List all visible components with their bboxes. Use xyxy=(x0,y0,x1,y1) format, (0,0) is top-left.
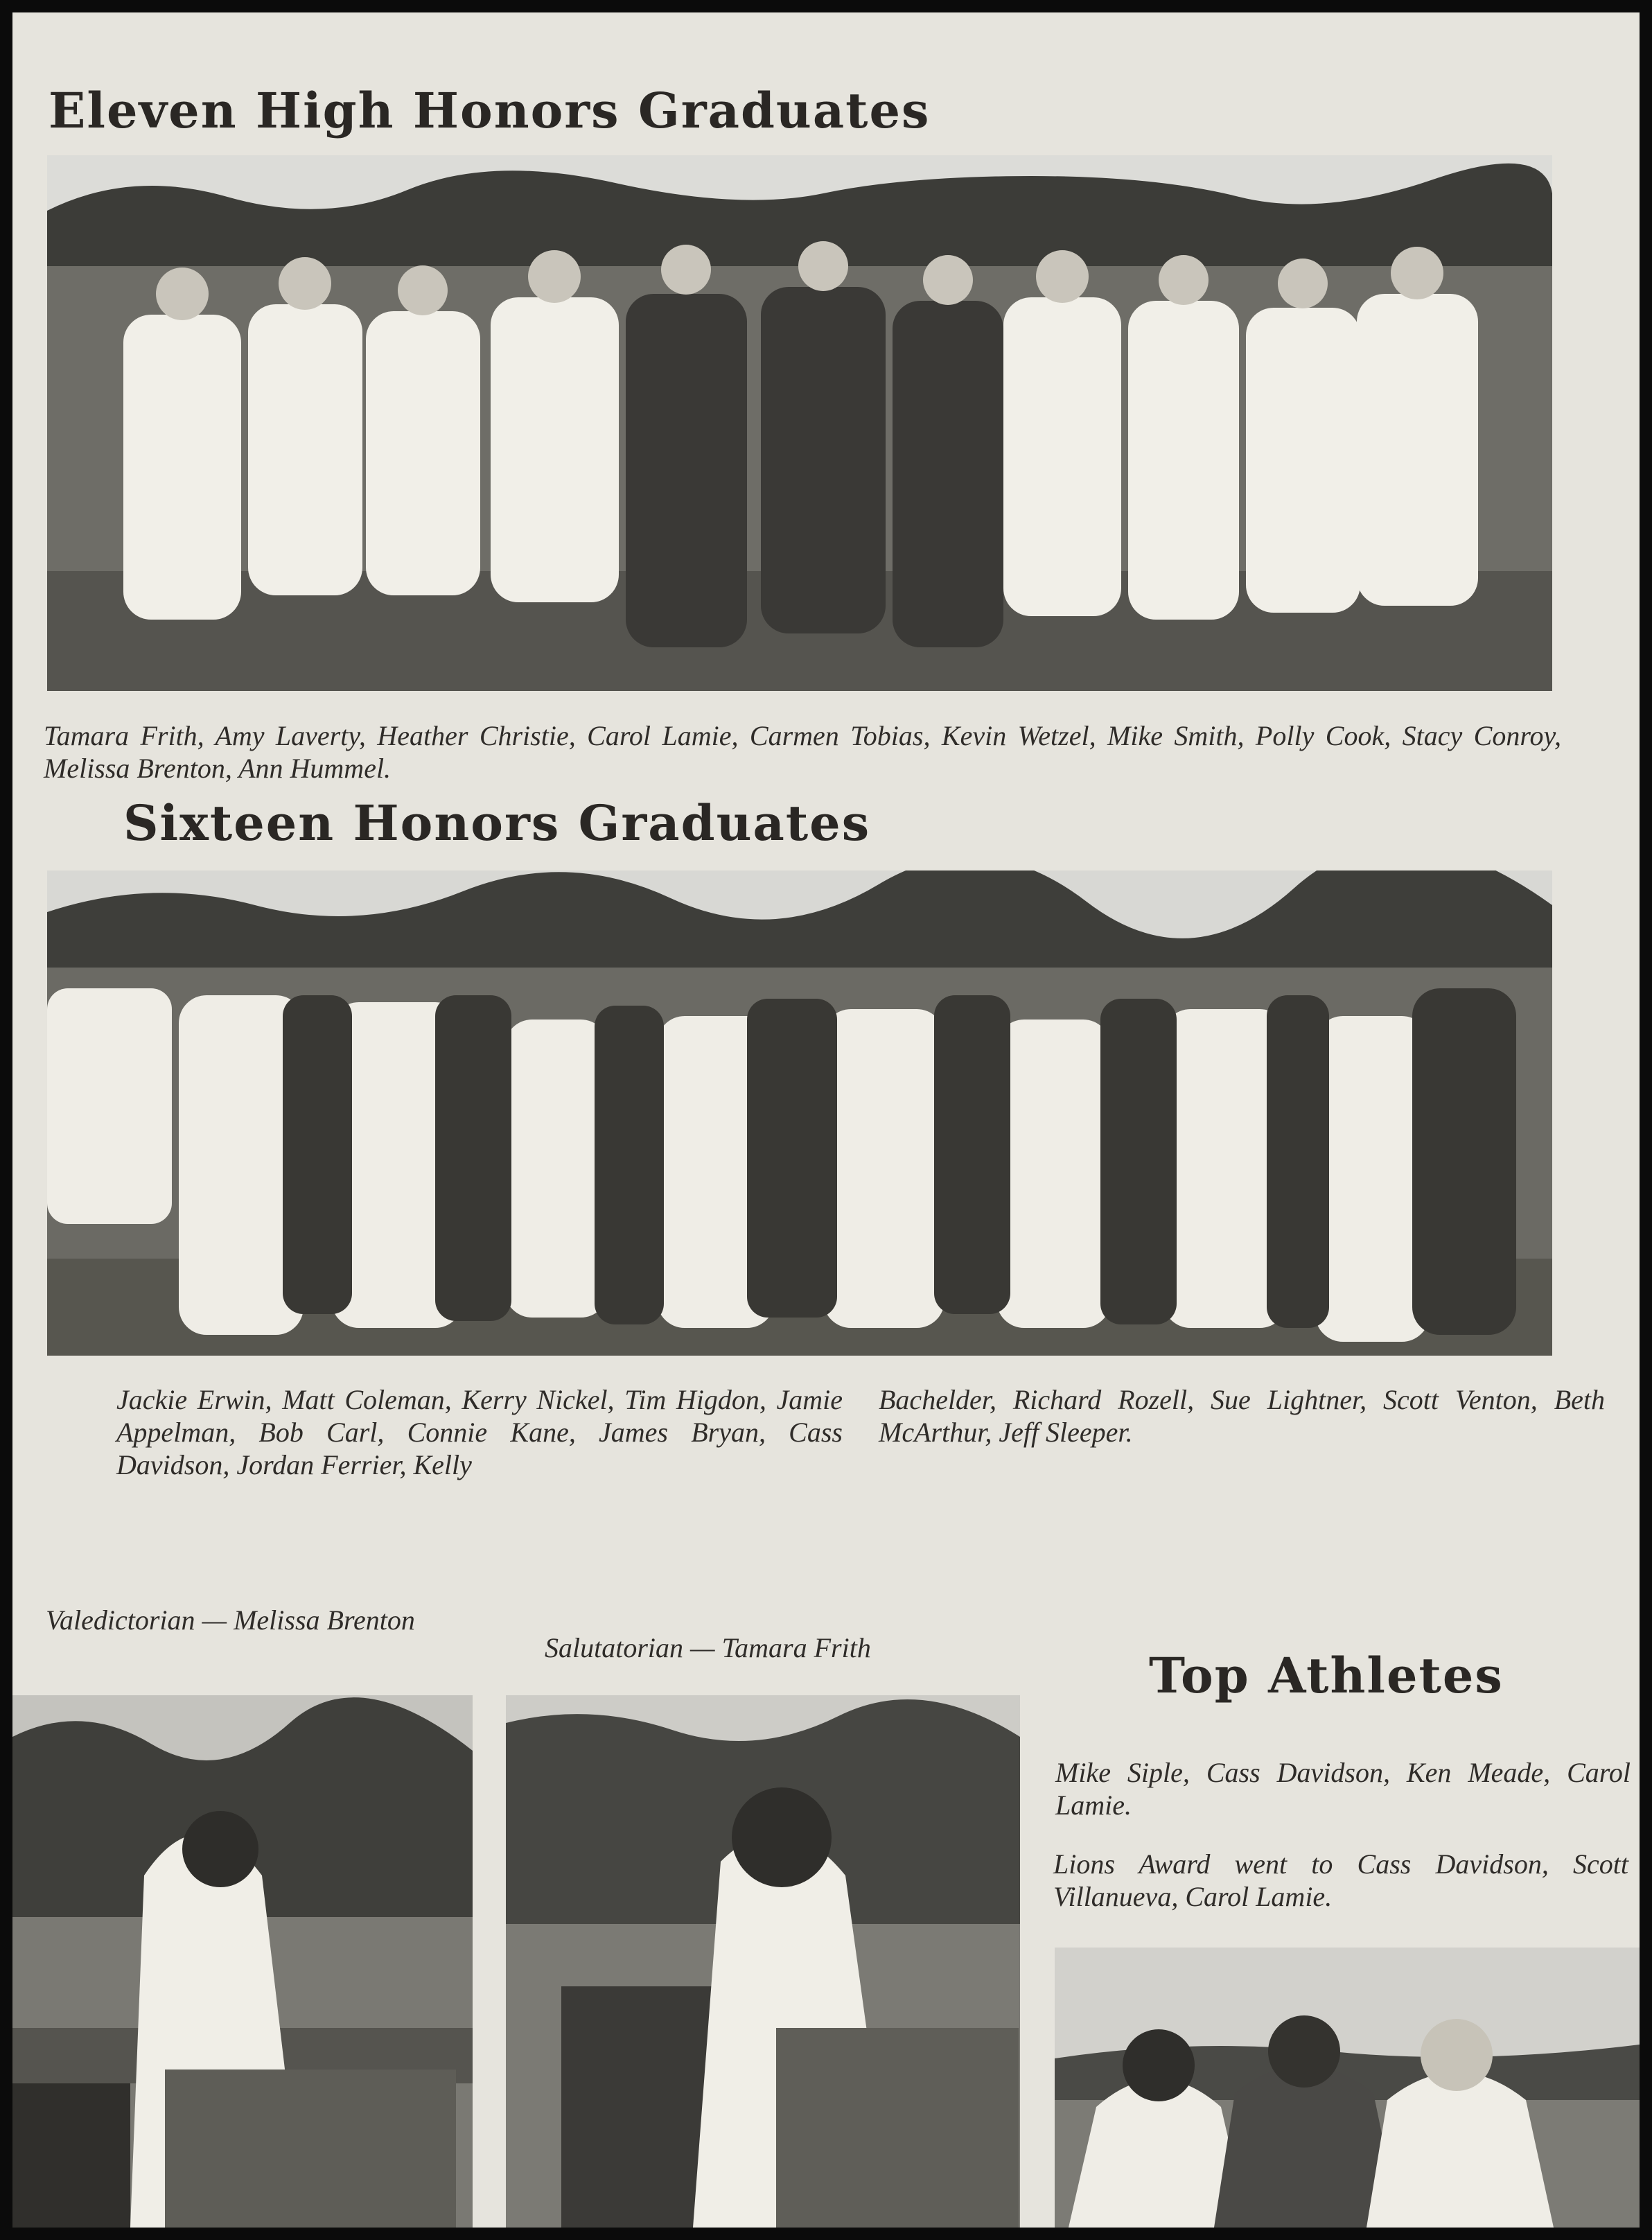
valedictorian-caption: Valedictorian — Melissa Brenton xyxy=(46,1604,415,1636)
valedictorian-photo xyxy=(12,1695,473,2228)
lions-award-caption: Lions Award went to Cass Davidson, Scott Villanueva, Carol Lamie. xyxy=(1053,1848,1628,1912)
honors-heading: Sixteen Honors Graduates xyxy=(123,794,871,852)
honors-group-photo xyxy=(47,870,1552,1356)
high-honors-caption: Tamara Frith, Amy Laverty, Heather Christie, Carol Lamie, Carmen Tobias, Kevin Wetzel, Mike Smith, Polly Cook, Stacy Conroy, Melissa Brenton, Ann Hummel. xyxy=(44,720,1561,784)
high-honors-heading: Eleven High Honors Graduates xyxy=(49,82,931,139)
honors-caption-col2: Bachelder, Richard Rozell, Sue Lightner, Scott Venton, Beth McArthur, Jeff Sleeper. xyxy=(879,1384,1605,1448)
athletes-caption: Mike Siple, Cass Davidson, Ken Meade, Carol Lamie. xyxy=(1055,1757,1631,1821)
yearbook-page xyxy=(12,12,1640,2228)
salutatorian-caption: Salutatorian — Tamara Frith xyxy=(545,1632,871,1663)
high-honors-group-photo xyxy=(47,155,1552,691)
top-athletes-photo xyxy=(1055,1948,1640,2228)
honors-caption-col1: Jackie Erwin, Matt Coleman, Kerry Nickel, Tim Higdon, Jamie Appelman, Bob Carl, Connie Kane, James Bryan, Cass Davidson, Jordan Ferrier, Kelly xyxy=(116,1384,843,1480)
salutatorian-photo xyxy=(506,1695,1020,2228)
top-athletes-heading: Top Athletes xyxy=(1149,1647,1504,1704)
